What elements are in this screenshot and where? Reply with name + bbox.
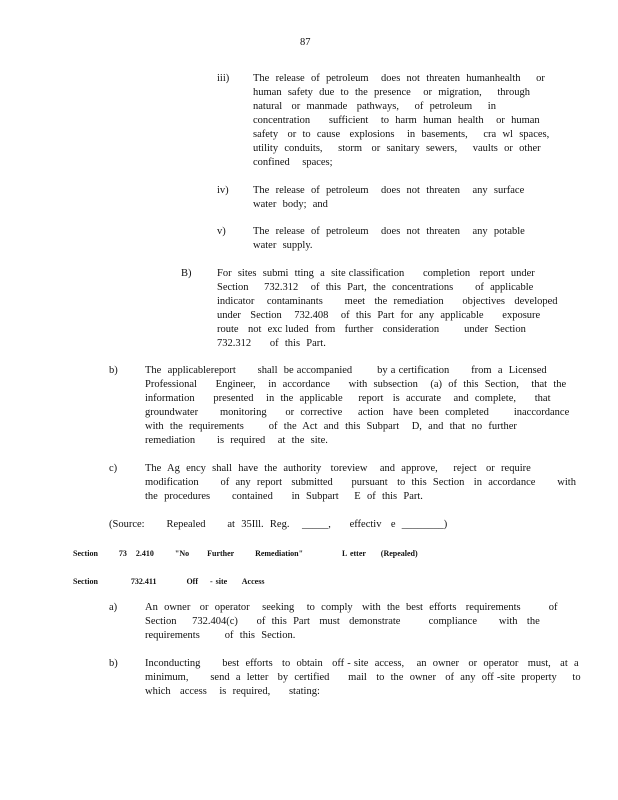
item-c-line: modification of any report submitted pursuant to this Section in accordance with: [145, 477, 576, 488]
item-b-line: remediation is required at the site.: [145, 435, 328, 446]
item-iv-marker: iv): [217, 185, 229, 196]
item-B-line: For sites submi tting a site classification completion report under: [217, 268, 535, 279]
item-v-line: The release of petroleum does not threaten any potable: [253, 226, 525, 237]
item-411-b-line: minimum, send a letter by certified mail to the owner of any off -site property to: [145, 672, 581, 683]
item-c-line: the procedures contained in Subpart E of this Part.: [145, 491, 423, 502]
item-b-line: information presented in the applicable report is accurate and complete, that: [145, 393, 551, 404]
item-B-line: under Section 732.408 of this Part for any applicable exposure: [217, 310, 541, 321]
item-b-line: groundwater monitoring or corrective action have been completed inaccordance: [145, 407, 570, 418]
item-iv-line: The release of petroleum does not threaten any surface: [253, 185, 525, 196]
item-iii-line: natural or manmade pathways, of petroleum in: [253, 101, 496, 112]
item-iii-line: safety or to cause explosions in basements, cra wl spaces,: [253, 129, 550, 140]
item-iii-line: confined spaces;: [253, 157, 333, 168]
source-note: (Source: Repealed at 35Ill. Reg. _____, effectiv e ________): [109, 519, 448, 530]
item-iii-line: utility conduits, storm or sanitary sewers, vaults or other: [253, 143, 541, 154]
item-411-b-line: which access is required, stating:: [145, 686, 320, 697]
item-iii-marker: iii): [217, 73, 230, 84]
section-heading-732-411: Section 732.411 Off - site Access: [73, 577, 265, 586]
item-B-marker: B): [181, 268, 192, 279]
item-c-line: The Ag ency shall have the authority toreview and approve, reject or require: [145, 463, 531, 474]
item-B-line: 732.312 of this Part.: [217, 338, 326, 349]
item-v-line: water supply.: [253, 240, 313, 251]
item-v-marker: v): [217, 226, 226, 237]
item-411-a-line: Section 732.404(c) of this Part must demonstrate compliance with the: [145, 616, 540, 627]
item-iii-line: concentration sufficient to harm human health or human: [253, 115, 540, 126]
item-iv-line: water body; and: [253, 199, 328, 210]
item-411-a-line: An owner or operator seeking to comply with the best efforts requirements of: [145, 602, 558, 613]
item-B-line: Section 732.312 of this Part, the concentrations of applicable: [217, 282, 534, 293]
item-411-a-line: requirements of this Section.: [145, 630, 296, 641]
item-iii-line: The release of petroleum does not threaten humanhealth or: [253, 73, 545, 84]
item-B-line: indicator contaminants meet the remediation objectives developed: [217, 296, 558, 307]
item-c-marker: c): [109, 463, 118, 474]
item-b-marker: b): [109, 365, 118, 376]
item-411-b-line: Inconducting best efforts to obtain off - site access, an owner or operator must, at a: [145, 658, 579, 669]
section-heading-732-410: Section 73 2.410 "No Further Remediation" L etter (Repealed): [73, 549, 418, 558]
item-b-line: with the requirements of the Act and this Subpart D, and that no further: [145, 421, 517, 432]
item-iii-line: human safety due to the presence or migration, through: [253, 87, 531, 98]
item-411-b-marker: b): [109, 658, 118, 669]
page-number: 87: [300, 37, 311, 48]
item-411-a-marker: a): [109, 602, 118, 613]
item-b-line: Professional Engineer, in accordance with subsection (a) of this Section, that the: [145, 379, 567, 390]
item-B-line: route not exc luded from further consideration under Section: [217, 324, 526, 335]
item-b-line: The applicablereport shall be accompanied by a certification from a Licensed: [145, 365, 547, 376]
